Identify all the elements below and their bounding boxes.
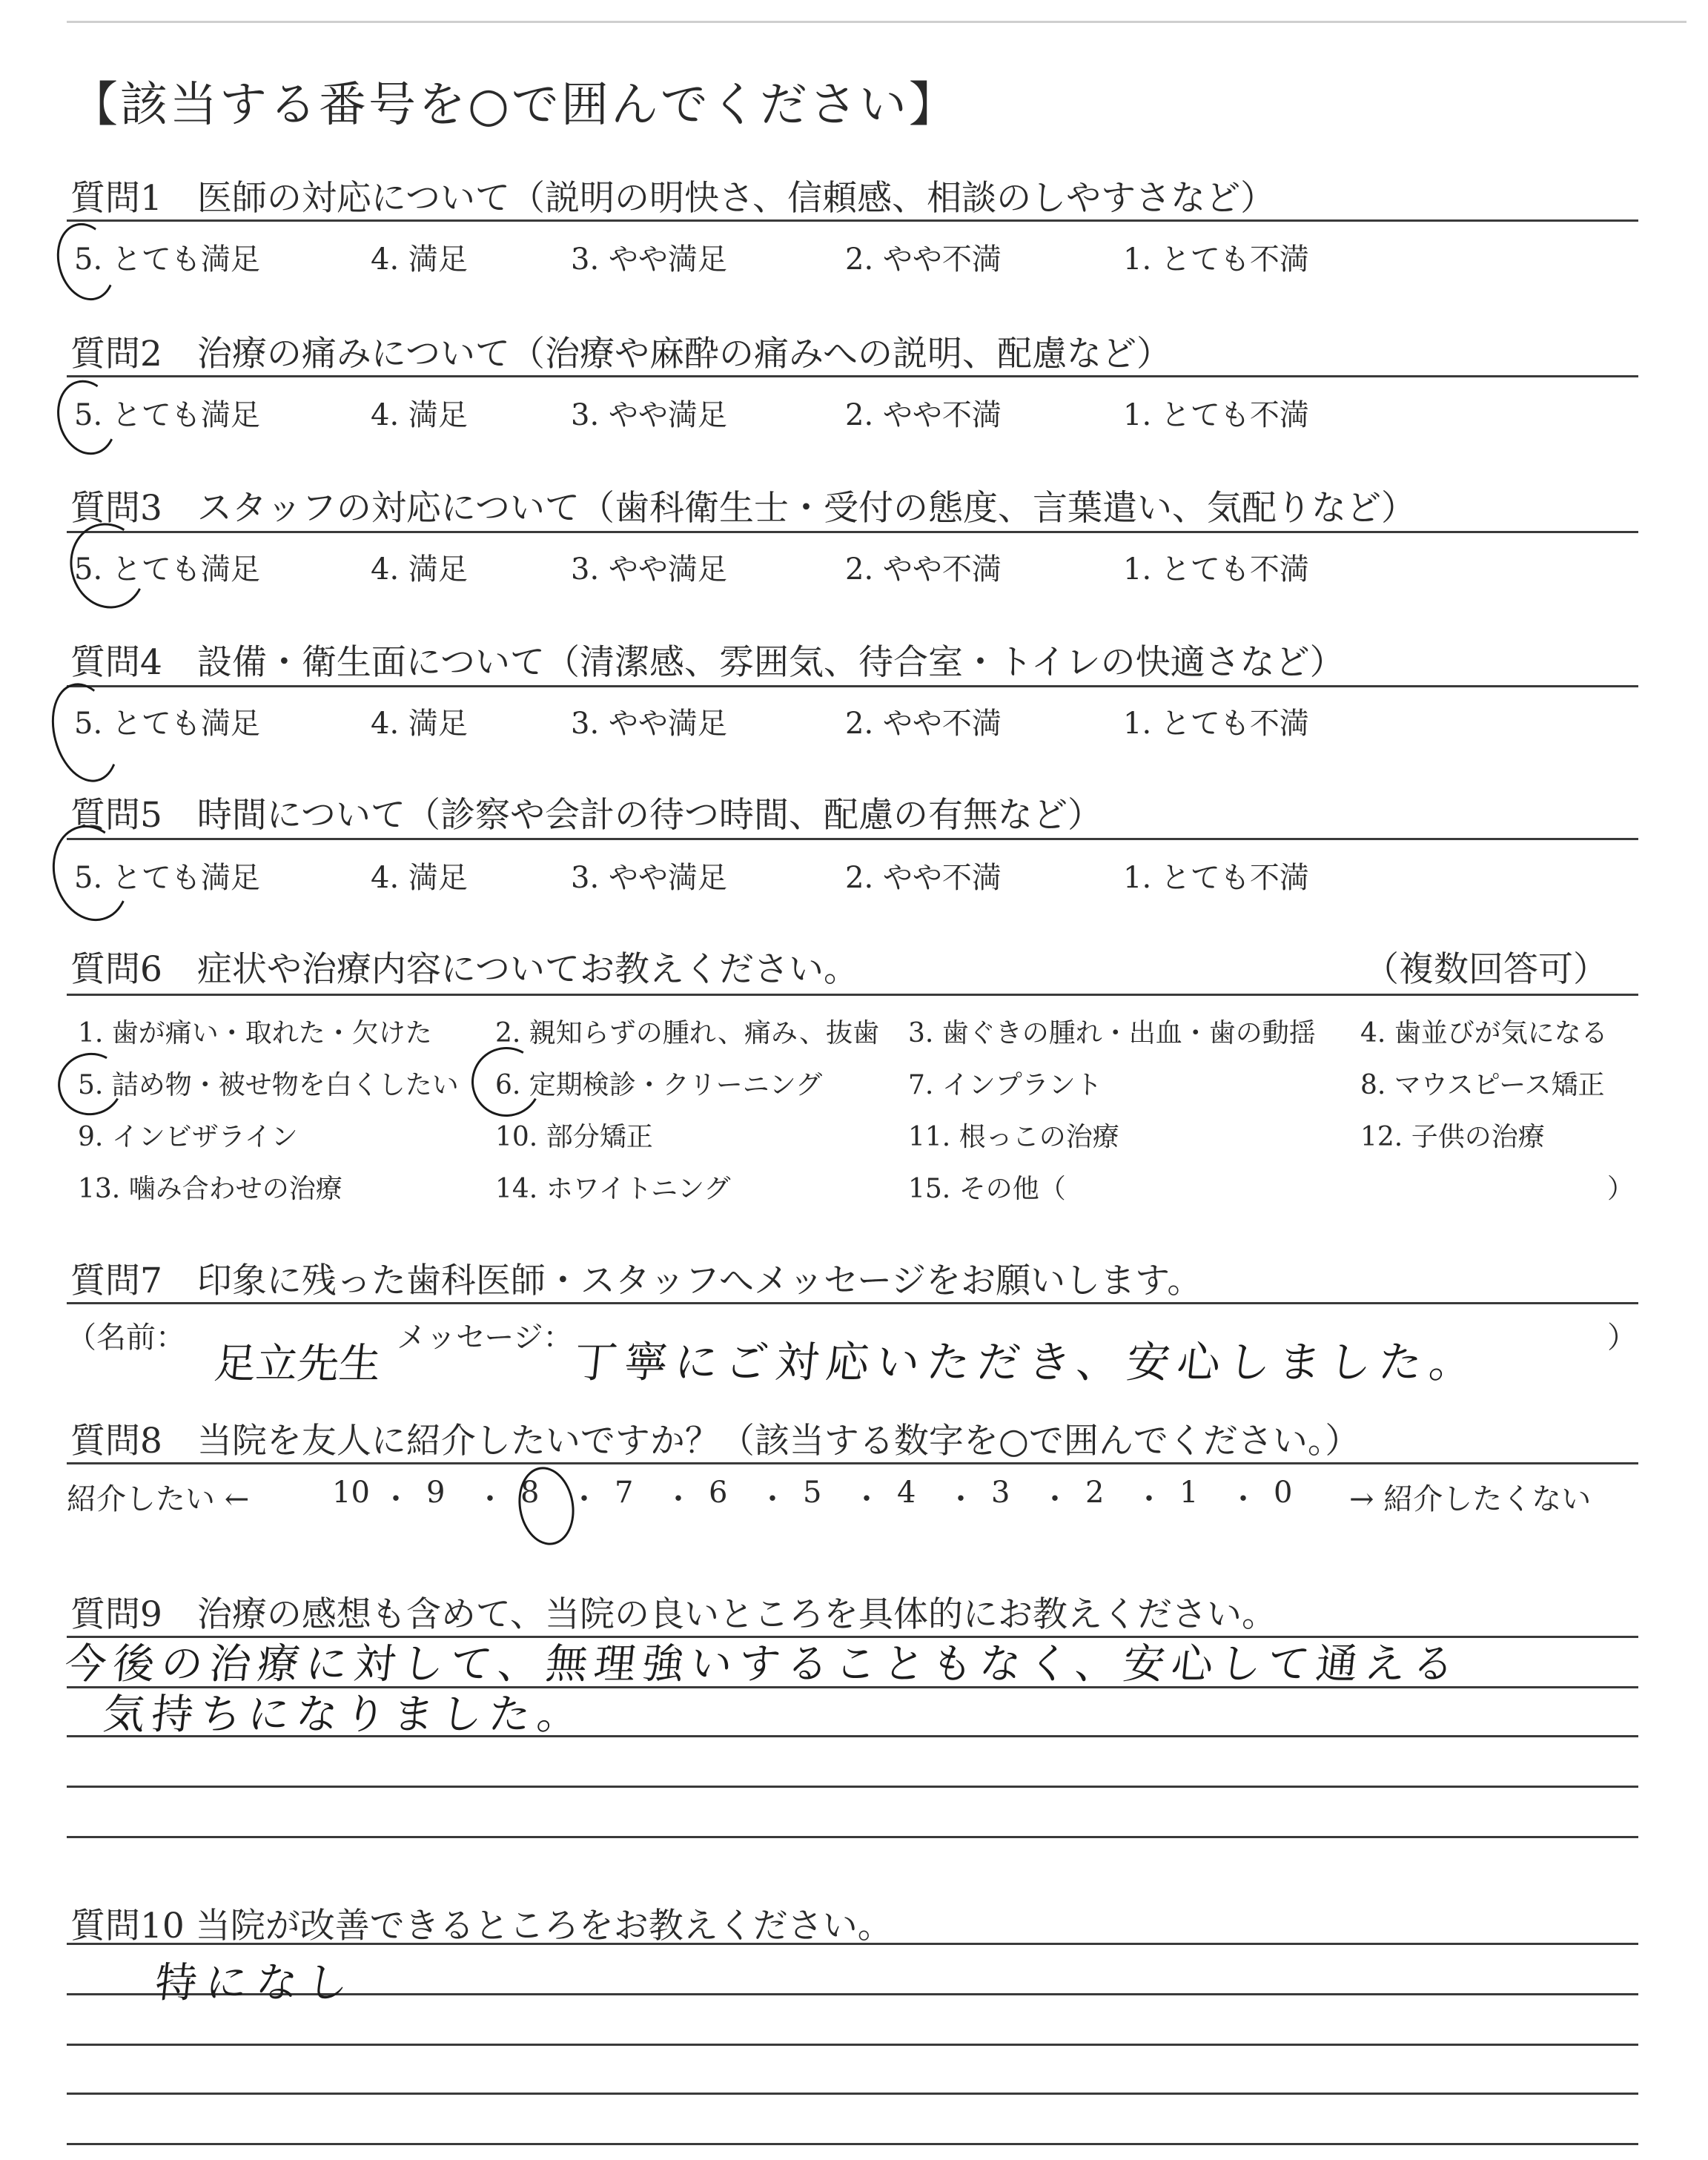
q6-option-7[interactable]: 7. インプラント <box>908 1070 1102 1100</box>
q8-scale-number[interactable]: 10 <box>332 1476 370 1510</box>
q8-scale-number[interactable]: 0 <box>1274 1476 1293 1510</box>
q8-scale-number[interactable]: 2 <box>1085 1476 1105 1510</box>
q6-option-12[interactable]: 12. 子供の治療 <box>1360 1122 1545 1152</box>
q10-line-1 <box>67 1943 1638 1945</box>
q3-heading: 質問3 スタッフの対応について（歯科衛生士・受付の態度、言葉遣い、気配りなど） <box>70 488 1416 529</box>
q5-option-1[interactable]: 1. とても不満 <box>1123 861 1309 895</box>
q5-option-2[interactable]: 2. やや不満 <box>845 861 1002 895</box>
q8-rule <box>67 1462 1638 1464</box>
q6-option-13[interactable]: 13. 噛み合わせの治療 <box>78 1174 342 1204</box>
q7-message-answer[interactable]: 丁寧にご対応いただき、安心しました。 <box>571 1337 1483 1387</box>
q6-option-3[interactable]: 3. 歯ぐきの腫れ・出血・歯の動揺 <box>908 1018 1316 1048</box>
q7-name-label: （名前： <box>67 1321 185 1355</box>
q5-option-3[interactable]: 3. やや満足 <box>571 861 727 895</box>
q5-option-4[interactable]: 4. 満足 <box>371 861 468 895</box>
q1-heading: 質問1 医師の対応について（説明の明快さ、信頼感、相談のしやすさなど） <box>70 178 1276 219</box>
q6-selection-circle-5 <box>51 1046 130 1123</box>
q4-option-3[interactable]: 3. やや満足 <box>571 707 727 741</box>
q2-heading: 質問2 治療の痛みについて（治療や麻酔の痛みへの説明、配慮など） <box>70 334 1172 374</box>
page-title: 【該当する番号を○で囲んでください】 <box>70 78 959 133</box>
q1-option-5[interactable]: 5. とても満足 <box>74 242 260 277</box>
q3-option-1[interactable]: 1. とても不満 <box>1123 552 1309 587</box>
q4-rule <box>67 685 1638 687</box>
q2-rule <box>67 375 1638 377</box>
q6-other-close-paren: ） <box>1607 1174 1635 1204</box>
q9-line-4 <box>67 1786 1638 1788</box>
q1-option-3[interactable]: 3. やや満足 <box>571 242 727 277</box>
q8-scale-separator: ・ <box>569 1482 599 1516</box>
q4-heading: 質問4 設備・衛生面について（清潔感、雰囲気、待合室・トイレの快適さなど） <box>70 642 1345 683</box>
q10-heading: 質問10 当院が改善できるところをお教えください。 <box>70 1906 893 1946</box>
q8-scale-separator: ・ <box>381 1482 411 1516</box>
q6-option-5[interactable]: 5. 詰め物・被せ物を白くしたい <box>78 1070 459 1100</box>
q2-option-4[interactable]: 4. 満足 <box>371 398 468 432</box>
q8-scale-separator: ・ <box>946 1482 976 1516</box>
q8-scale-separator: ・ <box>1134 1482 1164 1516</box>
q7-message-label: メッセージ： <box>397 1321 573 1355</box>
q8-scale-number[interactable]: 7 <box>615 1476 634 1510</box>
q8-scale-number[interactable]: 1 <box>1179 1476 1199 1510</box>
q8-scale-number[interactable]: 5 <box>803 1476 822 1510</box>
q7-rule <box>67 1302 1638 1304</box>
q4-option-1[interactable]: 1. とても不満 <box>1123 707 1309 741</box>
q9-answer-line-1[interactable]: 今後の治療に対して、無理強いすることもなく、安心して通える <box>62 1640 1463 1688</box>
q1-rule <box>67 219 1638 222</box>
q8-scale-number[interactable]: 8 <box>520 1476 540 1510</box>
q3-rule <box>67 531 1638 533</box>
q1-option-4[interactable]: 4. 満足 <box>371 242 468 277</box>
q2-option-2[interactable]: 2. やや不満 <box>845 398 1002 432</box>
q8-scale-separator: ・ <box>1228 1482 1258 1516</box>
q6-option-8[interactable]: 8. マウスピース矯正 <box>1360 1070 1605 1100</box>
q7-name-answer[interactable]: 足立先生 <box>212 1340 383 1388</box>
q9-answer-line-2[interactable]: 気持ちになりました。 <box>101 1691 588 1739</box>
q8-scale-number[interactable]: 4 <box>897 1476 916 1510</box>
q1-selection-circle <box>49 217 124 307</box>
q3-option-3[interactable]: 3. やや満足 <box>571 552 727 587</box>
q6-option-15[interactable]: 15. その他（ <box>908 1174 1066 1204</box>
q4-option-5[interactable]: 5. とても満足 <box>74 707 260 741</box>
q6-option-14[interactable]: 14. ホワイトニング <box>495 1174 731 1204</box>
q6-multi-note: （複数回答可） <box>1364 949 1608 990</box>
q6-option-1[interactable]: 1. 歯が痛い・取れた・欠けた <box>78 1018 432 1048</box>
q3-option-5[interactable]: 5. とても満足 <box>74 552 260 587</box>
q8-scale-separator: ・ <box>758 1482 787 1516</box>
q6-option-2[interactable]: 2. 親知らずの腫れ、痛み、抜歯 <box>495 1018 880 1048</box>
q1-option-1[interactable]: 1. とても不満 <box>1123 242 1309 277</box>
q2-option-3[interactable]: 3. やや満足 <box>571 398 727 432</box>
q8-scale-separator: ・ <box>475 1482 505 1516</box>
q6-rule <box>67 994 1638 996</box>
top-border <box>67 21 1687 23</box>
q4-option-4[interactable]: 4. 満足 <box>371 707 468 741</box>
q10-line-3 <box>67 2044 1638 2046</box>
q1-option-2[interactable]: 2. やや不満 <box>845 242 1002 277</box>
q9-line-5 <box>67 1836 1638 1838</box>
q8-left-label: 紹介したい ← <box>67 1482 250 1516</box>
q8-scale-number[interactable]: 3 <box>991 1476 1010 1510</box>
q6-option-9[interactable]: 9. インビザライン <box>78 1122 298 1152</box>
q8-scale-separator: ・ <box>663 1482 693 1516</box>
q10-answer-line-1[interactable]: 特になし <box>153 1959 360 2007</box>
q8-heading: 質問8 当院を友人に紹介したいですか？（該当する数字を○で囲んでください。） <box>70 1421 1360 1462</box>
q7-close-paren: ） <box>1607 1321 1637 1355</box>
q5-option-5[interactable]: 5. とても満足 <box>74 861 260 895</box>
q5-rule <box>67 838 1638 840</box>
q2-option-5[interactable]: 5. とても満足 <box>74 398 260 432</box>
q4-selection-circle <box>42 676 129 790</box>
q3-option-2[interactable]: 2. やや不満 <box>845 552 1002 587</box>
q2-option-1[interactable]: 1. とても不満 <box>1123 398 1309 432</box>
q10-line-5 <box>67 2143 1638 2145</box>
q4-option-2[interactable]: 2. やや不満 <box>845 707 1002 741</box>
q6-option-11[interactable]: 11. 根っこの治療 <box>908 1122 1119 1152</box>
q3-option-4[interactable]: 4. 満足 <box>371 552 468 587</box>
q8-scale-number[interactable]: 9 <box>426 1476 446 1510</box>
q6-selection-circle-6 <box>463 1039 549 1124</box>
q8-scale-number[interactable]: 6 <box>709 1476 728 1510</box>
q9-heading: 質問9 治療の感想も含めて、当院の良いところを具体的にお教えください。 <box>70 1594 1277 1635</box>
q6-option-4[interactable]: 4. 歯並びが気になる <box>1360 1018 1608 1048</box>
q6-option-10[interactable]: 10. 部分矯正 <box>495 1122 653 1152</box>
q2-selection-circle <box>49 374 125 462</box>
q6-option-6[interactable]: 6. 定期検診・クリーニング <box>495 1070 823 1100</box>
q8-right-label: → 紹介したくない <box>1349 1482 1592 1516</box>
q8-scale-separator: ・ <box>852 1482 881 1516</box>
q10-line-4 <box>67 2093 1638 2095</box>
q6-heading: 質問6 症状や治療内容についてお教えください。 <box>70 949 858 990</box>
q7-heading: 質問7 印象に残った歯科医師・スタッフへメッセージをお願いします。 <box>70 1261 1202 1301</box>
q8-scale-separator: ・ <box>1040 1482 1070 1516</box>
q5-heading: 質問5 時間について（診察や会計の待つ時間、配慮の有無など） <box>70 795 1102 836</box>
